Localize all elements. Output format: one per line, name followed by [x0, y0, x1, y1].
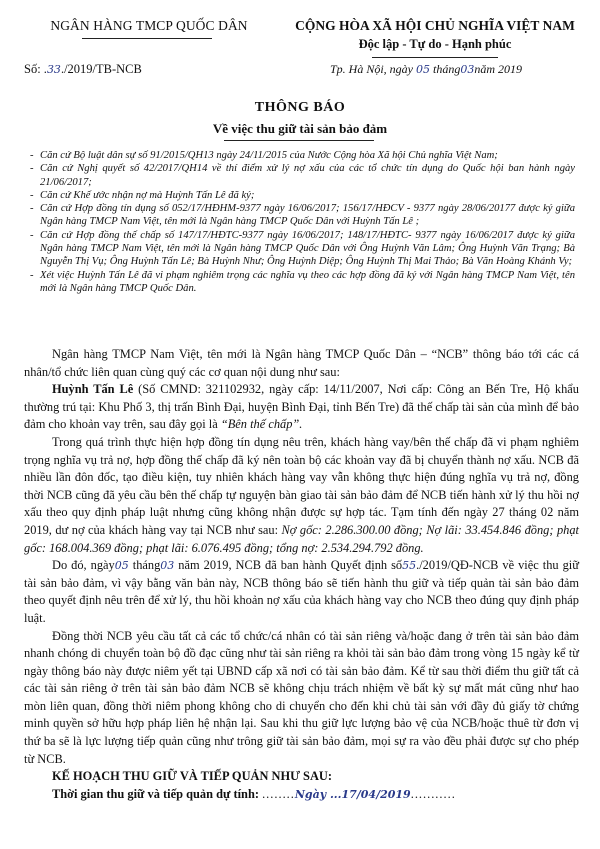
- legal-basis-item: - Xét việc Huỳnh Tấn Lê đã vi phạm nghiêm trọng các nghĩa vụ theo các hợp đồng đã ký với Ngân hàng TMCP Nam Việt, tên mới là Ngân hàng TMCP Quốc Dân.: [30, 269, 575, 296]
- subtitle-underline: [224, 140, 374, 141]
- debtor-details: (Số CMND: 321102932, ngày cấp: 14/11/2007, Nơi cấp: Công an Bến Tre, Hộ khẩu thường trú tại: Khu Phố 3, thị trấn Bình Đại, huyện Bình Đại, tỉnh Bến Tre) đã thế chấp tài sản của mình để bảo đảm cho khoản vay trên, sau đây gọi là: [24, 382, 579, 432]
- notice-body: [24, 346, 579, 803]
- legal-basis-item: - Căn cứ Hợp đồng thế chấp số 147/17/HĐTC-9377 ngày 16/06/2017; 148/17/HĐTC- 9377 ngày 16/06/2017 được ký giữa Ngân hàng TMCP Nam Việt, tên mới là Ngân hàng TMCP Quốc Dân với Ông Huỳnh Văn Lâm; Ông Huỳnh Văn Trạng; Bà Nguyễn Thị Vụ; Ông Huỳnh Tấn Lê; Bà Huỳnh Như; Ông Huỳnh Diệp; Ông Huỳnh Thị Mai Thảo; Bà Văn Hoàng Khánh Vy;: [30, 229, 575, 269]
- legal-basis-item: - Căn cứ Khế ước nhận nợ mà Huỳnh Tấn Lê đã ký;: [30, 189, 575, 202]
- place-date: [330, 62, 522, 77]
- decision-day-handwritten: 05: [114, 559, 129, 573]
- decision-text-d: ./2019/QĐ-NCB về việc thu giữ tài sản bảo đảm, vì vậy bằng văn bản này, NCB thông báo sẽ tiến hành thu giữ và tiếp quản tài sản bảo đảm theo quyết định nêu trên để xử lý, thu hồi khoản nợ xấu của khách hàng vay cho NCB theo đúng quy định pháp luật.: [24, 558, 579, 625]
- national-motto: Độc lập - Tự do - Hạnh phúc: [358, 37, 512, 51]
- plan-heading: KẾ HOẠCH THU GIỮ VÀ TIẾP QUẢN NHƯ SAU:: [52, 769, 332, 784]
- debtor-paragraph: [24, 381, 579, 434]
- debtor-name: Huỳnh Tấn Lê: [52, 382, 134, 397]
- debtor-alias: “Bên thế chấp”.: [220, 417, 303, 432]
- decision-number-handwritten: 55: [402, 559, 417, 573]
- legal-basis-item: - Căn cứ Bộ luật dân sự số 91/2015/QH13 ngày 24/11/2015 của Nước Cộng hòa Xã hội Chủ nghĩa Việt Nam;: [30, 149, 575, 162]
- legal-basis-list: [30, 149, 575, 295]
- nation-name: CỘNG HÒA XÃ HỘI CHỦ NGHĨA VIỆT NAM: [295, 18, 575, 33]
- legal-basis-item: - Căn cứ Hợp đồng tín dụng số 052/17/HĐHM-9377 ngày 16/06/2017; 156/17/HĐCV - 9377 ngày 28/06/20177 được ký giữa Ngân hàng TMCP Nam Việt, tên mới là Ngân hàng TMCP Quốc Dân với Huỳnh Tấn Lê ;: [30, 202, 575, 229]
- day-handwritten: 05: [416, 63, 431, 76]
- decision-text-a: Do đó, ngày: [52, 558, 115, 573]
- legal-basis-item: - Căn cứ Nghị quyết số 42/2017/QH14 về thí điểm xử lý nợ xấu của các tổ chức tín dụng do Quốc hội ban hành ngày 21/06/2017;: [30, 162, 575, 189]
- requirements-paragraph: Đồng thời NCB yêu cầu tất cả các tổ chức/cá nhân có tài sản riêng và/hoặc đang ở trên tài sản bảo đảm nhanh chóng di chuyển toàn bộ đồ đạc cũng như tài sản riêng ra khỏi tài sản bảo đảm trong vòng 15 ngày kể từ ngày thông báo này được niêm yết tại UBND cấp xã nơi có tài sản bảo đảm. Kể từ sau thời điểm thu giữ tất cả các tài sản riêng ở trên tài sản bảo đảm NCB sẽ không chịu trách nhiệm về bất kỳ sự mất mát cũng như hao mòn liên quan, đồng thời niêm phong không cho di chuyển cho đến khi chủ tài sản với đầy đủ giấy tờ chứng minh quyền sở hữu hợp pháp liên hệ nhận lại. Sau khi thu giữ lực lượng bảo vệ của NCB/hoặc thuê từ đơn vị thứ ba sẽ là lực lượng tiếp quản cũng như trông giữ tài sản bảo đảm, mọi sự ra vào đều phải được sự cho phép từ NCB.: [24, 628, 579, 766]
- document-subtitle: Về việc thu giữ tài sản bảo đảm: [212, 121, 388, 136]
- breach-paragraph: [24, 434, 579, 557]
- month-handwritten: 03: [460, 63, 475, 76]
- document-title: THÔNG BÁO: [254, 100, 346, 115]
- number-suffix: ./2019/TB-NCB: [60, 62, 142, 76]
- national-heading: [280, 18, 590, 52]
- plan-time-dots-after: ...........: [410, 786, 456, 801]
- plan-time-dots-before: ........: [262, 786, 295, 801]
- bank-name: NGÂN HÀNG TMCP QUỐC DÂN: [50, 18, 248, 33]
- issuer-block: [24, 18, 274, 34]
- intro-paragraph: Ngân hàng TMCP Nam Việt, tên mới là Ngân hàng TMCP Quốc Dân – “NCB” thông báo tới các cá nhân/tổ chức liên quan cùng quý các cơ quan nội dung như sau:: [24, 347, 579, 379]
- plan-time-line: [24, 786, 579, 804]
- breach-text: Trong quá trình thực hiện hợp đồng tín dụng nêu trên, khách hàng vay/bên thế chấp đã vi phạm nghiêm trọng nghĩa vụ trả nợ, hợp đồng thế chấp đã ký nên toàn bộ các khoản vay đã bị chuyển thành nợ xấu. NCB đã nhiều lần đôn đốc, tạo điều kiện, tuy nhiên khách hàng vay vẫn không thực hiện đúng nghĩa vụ trả nợ, đồng thời NCB cũng đã yêu cầu bên thế chấp tự nguyện bàn giao tài sản bảo đảm để NCB tiến hành xử lý thu hồi nợ xấu theo quy định pháp luật nhưng cũng không nhận được sự hợp tác. Tạm tính đến ngày 27 tháng 02 năm 2019, dư nợ của khách hàng vay tại NCB như sau:: [24, 434, 579, 537]
- place-prefix: Tp. Hà Nội, ngày: [330, 62, 417, 76]
- plan-time-handwritten: Ngày ...17/04/2019: [294, 787, 411, 801]
- month-word: tháng: [430, 62, 461, 76]
- motto-underline: [372, 57, 498, 58]
- decision-paragraph: [24, 557, 579, 627]
- plan-time-label: Thời gian thu giữ và tiếp quản dự tính:: [52, 786, 263, 801]
- debt-figures: Nợ gốc: 2.286.300.00 đồng; Nợ lãi: 33.454.846 đồng; phạt gốc: 168.004.369 đồng; phạt lãi: 6.076.495 đồng; tổng nợ: 2.534.294.792 đồng.: [24, 522, 579, 555]
- issuer-underline: [82, 38, 212, 39]
- year-suffix: năm 2019: [474, 62, 523, 76]
- decision-text-c: năm 2019, NCB đã ban hành Quyết định số: [174, 558, 403, 573]
- document-number: [24, 62, 142, 77]
- decision-month-handwritten: 03: [160, 559, 175, 573]
- number-prefix: Số: .: [24, 62, 47, 76]
- number-handwritten: 33: [46, 63, 61, 76]
- decision-text-b: tháng: [128, 558, 161, 573]
